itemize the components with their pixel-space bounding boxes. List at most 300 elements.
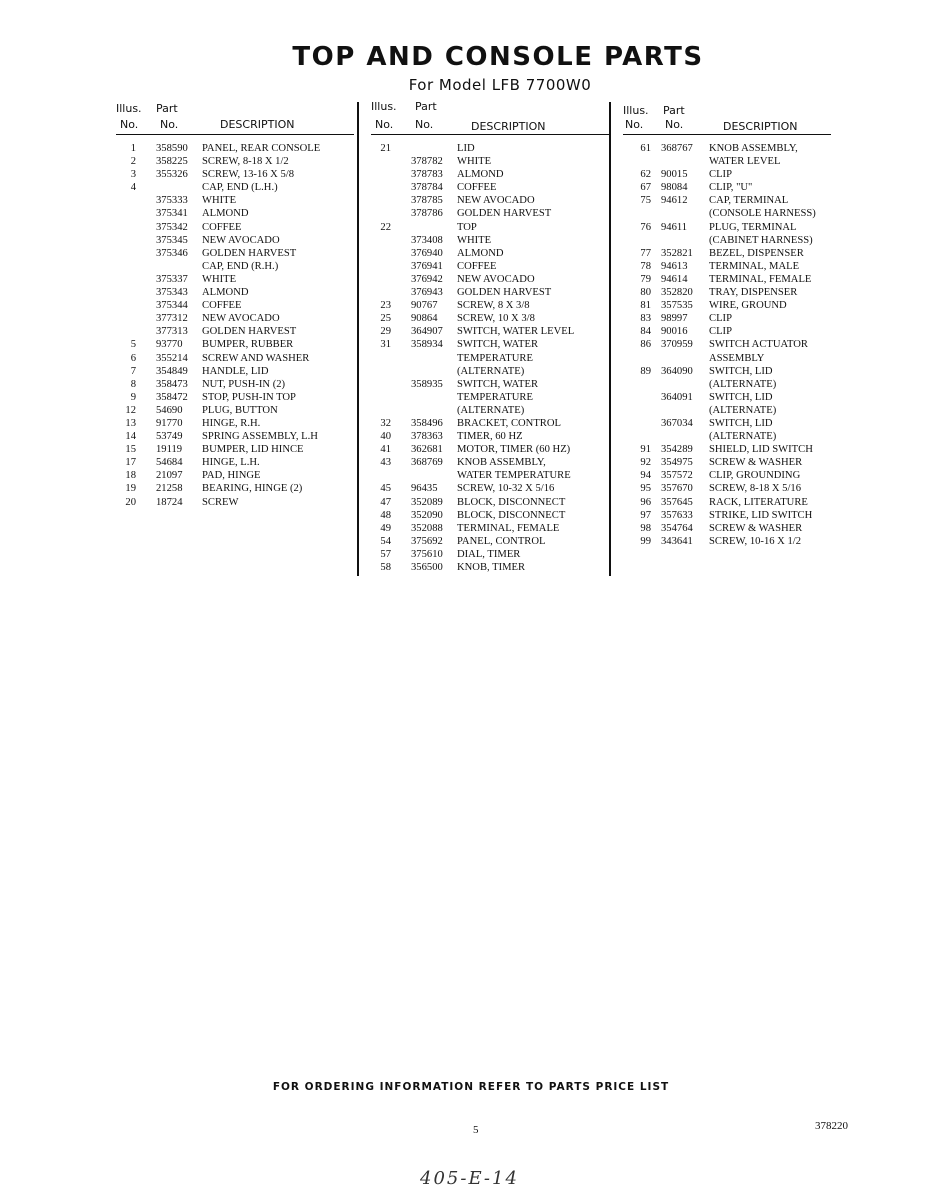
page-number: 5: [473, 1124, 479, 1136]
table-row: [623, 378, 831, 391]
part-description: SWITCH, WATER: [457, 339, 539, 351]
illus-number: 84: [640, 326, 651, 338]
part-number: 93770: [156, 339, 183, 351]
part-description: NEW AVOCADO: [202, 313, 280, 325]
part-description: KNOB, TIMER: [457, 562, 526, 573]
part-number: 358472: [156, 391, 188, 403]
table-row: [116, 247, 354, 260]
part-number: 21258: [156, 483, 183, 495]
part-number: 358935: [411, 378, 443, 390]
part-description: WHITE: [202, 195, 237, 207]
table-row: [371, 482, 609, 495]
column-header: [116, 100, 354, 135]
part-number: 357535: [661, 300, 693, 312]
illus-number: 83: [640, 313, 651, 325]
part-number: 354289: [661, 444, 693, 456]
table-row: [116, 417, 354, 430]
illus-number: 18: [125, 470, 136, 482]
part-number: 367034: [661, 417, 693, 429]
illus-number: 47: [380, 496, 391, 508]
part-number: 373408: [411, 234, 443, 246]
table-row: [116, 469, 354, 482]
table-row: [371, 181, 609, 194]
part-description: CAP, END (L.H.): [202, 182, 278, 194]
illus-number: 45: [380, 483, 391, 495]
part-description: SCREW, 10-32 X 5/16: [457, 483, 555, 495]
part-number: 343641: [661, 535, 693, 547]
part-number: 376942: [411, 273, 443, 285]
part-no-header: No.: [160, 118, 179, 131]
part-description: GOLDEN HARVEST: [202, 247, 297, 259]
part-description: SCREW, 8 X 3/8: [457, 300, 530, 312]
part-description: RACK, LITERATURE: [709, 496, 808, 508]
table-row: [371, 155, 609, 168]
illus-number: 6: [130, 352, 136, 364]
part-description: SCREW & WASHER: [709, 522, 803, 534]
part-description: GOLDEN HARVEST: [457, 208, 552, 220]
part-description: MOTOR, TIMER (60 HZ): [457, 444, 571, 456]
part-number: 375610: [411, 548, 443, 560]
table-row: [371, 548, 609, 561]
part-number: 21097: [156, 470, 183, 482]
illus-number: 1: [130, 143, 136, 154]
part-description: SWITCH, WATER LEVEL: [457, 326, 575, 338]
part-description: ALMOND: [457, 247, 504, 259]
part-number: 375333: [156, 195, 188, 207]
part-description: BRACKET, CONTROL: [457, 417, 561, 429]
table-row: [371, 273, 609, 286]
part-description: KNOB ASSEMBLY,: [709, 143, 798, 154]
illus-number: 29: [380, 326, 391, 338]
part-description: PAD, HINGE: [202, 470, 261, 482]
illus-number: 25: [380, 313, 391, 325]
table-row: [116, 325, 354, 338]
part-number: 378784: [411, 182, 443, 194]
illus-number: 86: [640, 339, 651, 351]
part-description: DIAL, TIMER: [457, 548, 521, 560]
illus-number: 77: [640, 247, 651, 259]
table-row: [623, 417, 831, 430]
illus-number: 23: [380, 300, 391, 312]
table-row: [116, 234, 354, 247]
table-row: [116, 365, 354, 378]
parts-rows: [116, 135, 354, 509]
table-row: [371, 194, 609, 207]
part-description: TERMINAL, MALE: [709, 260, 800, 272]
part-description: CLIP, GROUNDING: [709, 470, 801, 482]
part-number: 378363: [411, 431, 443, 443]
part-description: CLIP: [709, 313, 732, 325]
part-description: TOP: [457, 221, 477, 233]
description-header: DESCRIPTION: [220, 118, 295, 131]
part-number: 375341: [156, 208, 188, 220]
part-description: TEMPERATURE: [457, 391, 533, 403]
part-number: 370959: [661, 339, 693, 351]
part-description: GOLDEN HARVEST: [457, 287, 552, 299]
table-row: [623, 365, 831, 378]
column-divider: [357, 102, 359, 576]
part-description: (CABINET HARNESS): [709, 234, 813, 246]
part-description: KNOB ASSEMBLY,: [457, 457, 546, 469]
part-description: NUT, PUSH-IN (2): [202, 378, 286, 390]
part-description: BLOCK, DISCONNECT: [457, 509, 566, 521]
table-row: [623, 325, 831, 338]
part-number: 358934: [411, 339, 443, 351]
illus-number: 98: [640, 522, 651, 534]
part-number: 376940: [411, 247, 443, 259]
part-number: 375344: [156, 300, 188, 312]
table-row: [371, 312, 609, 325]
table-row: [623, 482, 831, 495]
table-row: [623, 247, 831, 260]
table-row: [623, 207, 831, 220]
part-header: Part: [156, 102, 178, 115]
table-row: [623, 496, 831, 509]
part-number: 90864: [411, 313, 438, 325]
illus-number: 48: [380, 509, 391, 521]
illus-number: 31: [380, 339, 391, 351]
part-number: 358590: [156, 143, 188, 154]
illus-number: 5: [130, 339, 136, 351]
ordering-footer: FOR ORDERING INFORMATION REFER TO PARTS PRICE LIST: [272, 1081, 670, 1093]
part-number: 357572: [661, 470, 693, 482]
model-subtitle: For Model LFB 7700W0: [408, 76, 592, 94]
part-description: STOP, PUSH-IN TOP: [202, 391, 296, 403]
part-number: 357645: [661, 496, 693, 508]
table-row: [623, 535, 831, 548]
table-row: [116, 496, 354, 509]
part-description: BEZEL, DISPENSER: [709, 247, 804, 259]
part-description: TIMER, 60 HZ: [457, 431, 523, 443]
part-number: 364090: [661, 365, 693, 377]
illus-number: 80: [640, 287, 651, 299]
part-number: 375337: [156, 273, 188, 285]
part-no-header: No.: [665, 118, 684, 131]
part-description: BEARING, HINGE (2): [202, 483, 303, 495]
illus-number: 57: [380, 548, 391, 560]
part-number: 94614: [661, 273, 688, 285]
table-row: [371, 299, 609, 312]
part-number: 378785: [411, 195, 443, 207]
part-number: 375343: [156, 287, 188, 299]
table-row: [371, 142, 609, 155]
part-description: CLIP, "U": [709, 182, 753, 194]
table-row: [371, 234, 609, 247]
part-number: 354849: [156, 365, 188, 377]
part-description: (ALTERNATE): [457, 404, 525, 416]
table-row: [623, 312, 831, 325]
part-description: WIRE, GROUND: [709, 300, 787, 312]
table-row: [116, 168, 354, 181]
table-row: [623, 260, 831, 273]
handwritten-note: 405-E-14: [420, 1168, 519, 1189]
part-description: PLUG, TERMINAL: [709, 221, 797, 233]
table-row: [623, 352, 831, 365]
table-row: [116, 430, 354, 443]
part-description: CLIP: [709, 326, 732, 338]
part-number: 53749: [156, 431, 183, 443]
illus-number: 62: [640, 169, 651, 181]
part-number: 354764: [661, 522, 693, 534]
part-header: Part: [415, 100, 437, 113]
part-description: WHITE: [457, 234, 492, 246]
part-description: SHIELD, LID SWITCH: [709, 444, 813, 456]
illus-number: 94: [640, 470, 651, 482]
part-number: 375346: [156, 247, 188, 259]
illus-number: 81: [640, 300, 651, 312]
table-row: [623, 338, 831, 351]
table-row: [371, 561, 609, 574]
part-number: 358473: [156, 378, 188, 390]
table-row: [623, 391, 831, 404]
table-row: [371, 365, 609, 378]
illus-header: Illus.: [623, 104, 649, 117]
part-description: WHITE: [202, 273, 237, 285]
part-description: SCREW & WASHER: [709, 457, 803, 469]
part-description: SCREW, 13-16 X 5/8: [202, 169, 295, 181]
part-description: CLIP: [709, 169, 732, 181]
illus-no-header: No.: [375, 118, 394, 131]
part-description: WATER TEMPERATURE: [457, 470, 571, 482]
table-row: [371, 443, 609, 456]
table-row: [371, 535, 609, 548]
part-description: (CONSOLE HARNESS): [709, 208, 816, 220]
table-row: [623, 273, 831, 286]
illus-number: 19: [125, 483, 136, 495]
table-row: [371, 286, 609, 299]
part-number: 357633: [661, 509, 693, 521]
part-number: 378782: [411, 156, 443, 168]
illus-number: 76: [640, 221, 651, 233]
part-number: 354975: [661, 457, 693, 469]
column-header: [623, 100, 831, 135]
table-row: [623, 443, 831, 456]
part-description: TERMINAL, FEMALE: [457, 522, 560, 534]
table-row: [116, 221, 354, 234]
part-description: PLUG, BUTTON: [202, 404, 278, 416]
part-number: 94612: [661, 195, 688, 207]
illus-header: Illus.: [116, 102, 142, 115]
part-number: 375692: [411, 535, 443, 547]
table-row: [623, 155, 831, 168]
part-number: 19119: [156, 444, 183, 456]
part-description: HINGE, R.H.: [202, 417, 261, 429]
table-row: [371, 352, 609, 365]
part-description: NEW AVOCADO: [202, 234, 280, 246]
part-number: 90767: [411, 300, 438, 312]
part-description: BUMPER, LID HINCE: [202, 444, 304, 456]
illus-number: 54: [380, 535, 391, 547]
table-row: [623, 456, 831, 469]
illus-number: 41: [380, 444, 391, 456]
illus-number: 97: [640, 509, 651, 521]
table-row: [371, 404, 609, 417]
part-number: 355326: [156, 169, 188, 181]
table-row: [623, 299, 831, 312]
part-description: SCREW, 8-18 X 1/2: [202, 156, 289, 168]
illus-number: 99: [640, 535, 651, 547]
table-row: [116, 273, 354, 286]
part-description: CAP, END (R.H.): [202, 260, 279, 272]
table-row: [371, 378, 609, 391]
part-description: COFFEE: [457, 260, 497, 272]
part-number: 352820: [661, 287, 693, 299]
table-row: [116, 207, 354, 220]
part-description: NEW AVOCADO: [457, 195, 535, 207]
illus-number: 43: [380, 457, 391, 469]
part-description: (ALTERNATE): [709, 404, 777, 416]
part-description: WHITE: [457, 156, 492, 168]
part-number: 54684: [156, 457, 183, 469]
illus-number: 67: [640, 182, 651, 194]
part-number: 357670: [661, 483, 693, 495]
part-number: 90015: [661, 169, 688, 181]
part-number: 362681: [411, 444, 443, 456]
illus-number: 20: [125, 496, 136, 508]
table-row: [116, 456, 354, 469]
part-number: 98084: [661, 182, 688, 194]
part-description: TRAY, DISPENSER: [709, 287, 798, 299]
table-row: [623, 522, 831, 535]
table-row: [116, 443, 354, 456]
page-title: TOP AND CONSOLE PARTS: [292, 42, 704, 72]
illus-number: 17: [125, 457, 136, 469]
table-row: [116, 260, 354, 273]
part-description: ALMOND: [202, 287, 249, 299]
part-description: SCREW AND WASHER: [202, 352, 310, 364]
illus-number: 7: [130, 365, 136, 377]
illus-number: 58: [380, 562, 391, 573]
parts-rows: [371, 135, 609, 574]
part-description: SWITCH, WATER: [457, 378, 539, 390]
table-row: [623, 430, 831, 443]
illus-number: 75: [640, 195, 651, 207]
table-row: [371, 469, 609, 482]
part-description: (ALTERNATE): [709, 431, 777, 443]
document-number: 378220: [815, 1120, 848, 1132]
part-description: CAP, TERMINAL: [709, 195, 789, 207]
table-row: [116, 482, 354, 495]
part-number: 364091: [661, 391, 693, 403]
table-row: [623, 168, 831, 181]
table-row: [116, 391, 354, 404]
part-number: 358225: [156, 156, 188, 168]
illus-number: 78: [640, 260, 651, 272]
illus-number: 49: [380, 522, 391, 534]
part-number: 94613: [661, 260, 688, 272]
table-row: [371, 496, 609, 509]
part-number: 91770: [156, 417, 183, 429]
part-number: 90016: [661, 326, 688, 338]
table-row: [623, 509, 831, 522]
illus-number: 4: [130, 182, 136, 194]
part-number: 356500: [411, 562, 443, 573]
part-number: 375345: [156, 234, 188, 246]
table-row: [623, 142, 831, 155]
part-description: SCREW, 10-16 X 1/2: [709, 535, 802, 547]
part-description: LID: [457, 143, 475, 154]
table-row: [623, 181, 831, 194]
part-description: ALMOND: [457, 169, 504, 181]
part-number: 368769: [411, 457, 443, 469]
part-description: TERMINAL, FEMALE: [709, 273, 812, 285]
illus-number: 32: [380, 417, 391, 429]
illus-number: 95: [640, 483, 651, 495]
column-divider: [609, 102, 611, 576]
illus-number: 79: [640, 273, 651, 285]
part-description: BLOCK, DISCONNECT: [457, 496, 566, 508]
part-number: 377313: [156, 326, 188, 338]
table-row: [371, 509, 609, 522]
illus-number: 92: [640, 457, 651, 469]
parts-column-2: [371, 100, 609, 574]
table-row: [116, 142, 354, 155]
illus-number: 89: [640, 365, 651, 377]
part-description: (ALTERNATE): [709, 378, 777, 390]
part-description: BUMPER, RUBBER: [202, 339, 294, 351]
part-description: COFFEE: [202, 300, 242, 312]
part-number: 54690: [156, 404, 183, 416]
part-description: PANEL, CONTROL: [457, 535, 546, 547]
part-description: SCREW, 10 X 3/8: [457, 313, 535, 325]
table-row: [623, 469, 831, 482]
part-number: 376941: [411, 260, 443, 272]
part-number: 355214: [156, 352, 188, 364]
table-row: [623, 194, 831, 207]
table-row: [116, 312, 354, 325]
part-description: ASSEMBLY: [709, 352, 765, 364]
part-description: ALMOND: [202, 208, 249, 220]
table-row: [371, 456, 609, 469]
part-description: SWITCH, LID: [709, 417, 773, 429]
part-description: (ALTERNATE): [457, 365, 525, 377]
illus-number: 12: [125, 404, 136, 416]
table-row: [116, 155, 354, 168]
illus-number: 21: [380, 143, 391, 154]
table-row: [371, 247, 609, 260]
table-row: [116, 338, 354, 351]
part-description: HINGE, L.H.: [202, 457, 260, 469]
part-number: 352088: [411, 522, 443, 534]
part-number: 352090: [411, 509, 443, 521]
part-number: 368767: [661, 143, 693, 154]
parts-column-1: [116, 100, 354, 509]
description-header: DESCRIPTION: [471, 120, 546, 133]
illus-number: 40: [380, 431, 391, 443]
table-row: [371, 522, 609, 535]
table-row: [623, 286, 831, 299]
part-description: TEMPERATURE: [457, 352, 533, 364]
part-number: 376943: [411, 287, 443, 299]
column-header: [371, 100, 609, 135]
part-number: 352821: [661, 247, 693, 259]
part-number: 94611: [661, 221, 688, 233]
illus-number: 61: [640, 143, 651, 154]
table-row: [371, 430, 609, 443]
part-description: STRIKE, LID SWITCH: [709, 509, 813, 521]
table-row: [116, 404, 354, 417]
part-header: Part: [663, 104, 685, 117]
part-number: 96435: [411, 483, 438, 495]
part-description: SCREW: [202, 496, 239, 508]
illus-number: 13: [125, 417, 136, 429]
table-row: [623, 221, 831, 234]
part-number: 18724: [156, 496, 183, 508]
illus-number: 91: [640, 444, 651, 456]
illus-number: 22: [380, 221, 391, 233]
illus-no-header: No.: [625, 118, 644, 131]
part-number: 358496: [411, 417, 443, 429]
